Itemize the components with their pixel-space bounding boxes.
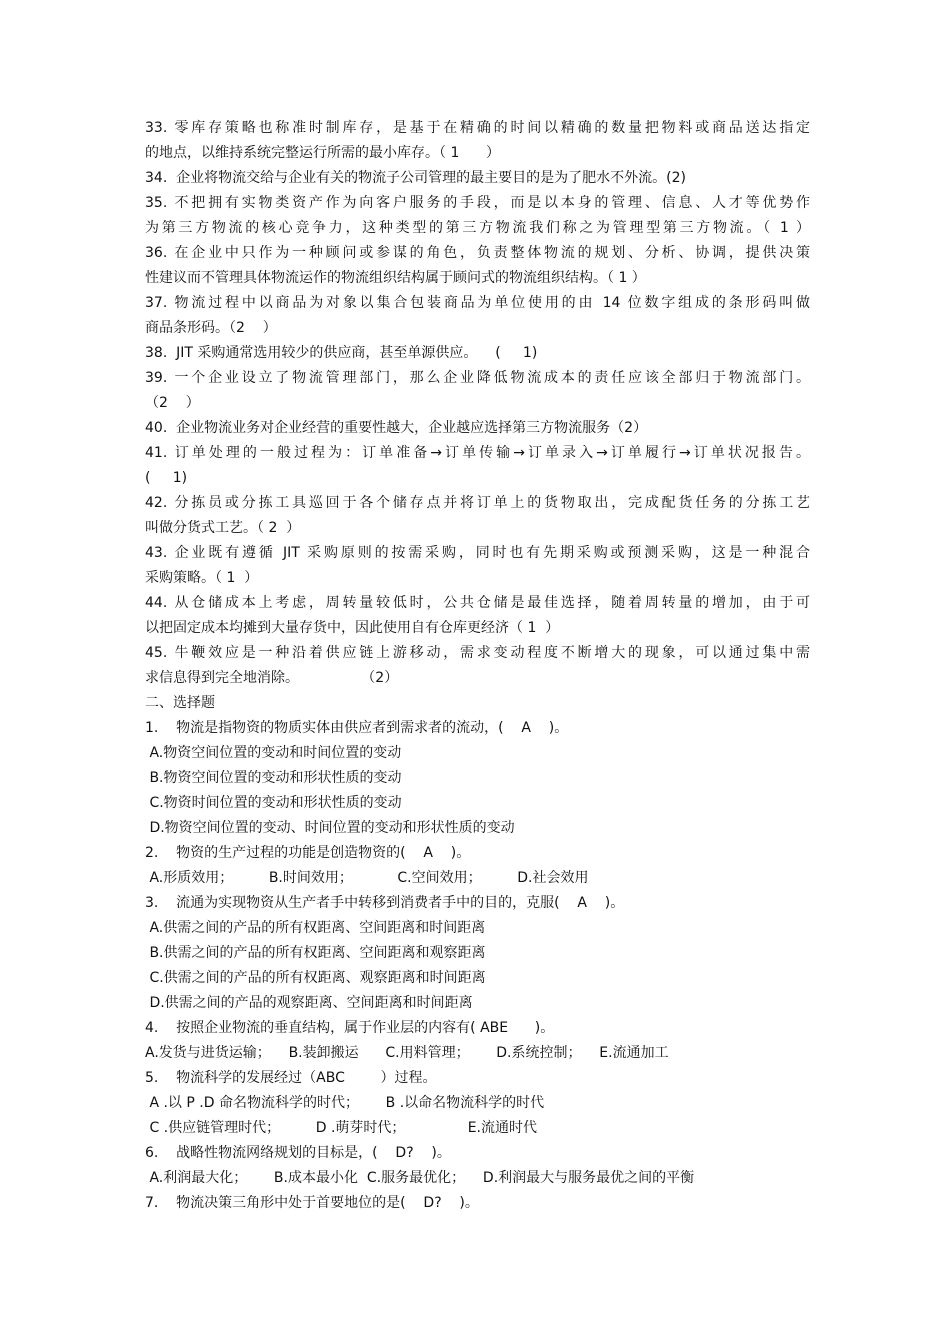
text-line: C.物资时间位置的变动和形状性质的变动	[145, 795, 402, 811]
text-line: 性建议而不管理具体物流运作的物流组织结构属于顾问式的物流组织结构。（ 1 ）	[145, 270, 646, 286]
text-line: 采购策略。（ 1 ）	[145, 570, 259, 586]
text-line: 2. 物资的生产过程的功能是创造物资的( A )。	[145, 845, 471, 861]
text-line: 41. 订单处理的一般过程为：订单准备→订单传输→订单录入→订单履行→订单状况报告。	[145, 445, 810, 461]
document-page	[145, 116, 810, 1216]
text-line: 39. 一个企业设立了物流管理部门，那么企业降低物流成本的责任应该全部归于物流部门。	[145, 370, 810, 386]
text-line: 以把固定成本均摊到大量存货中，因此使用自有仓库更经济（ 1 ）	[145, 620, 560, 636]
text-line: A.利润最大化； B.成本最小化 C.服务最优化； D.利润最大与服务最优之间的平衡	[145, 1170, 695, 1186]
text-line: 35. 不把拥有实物类资产作为向客户服务的手段，而是以本身的管理、信息、人才等优势作	[145, 195, 810, 211]
text-line: 5. 物流科学的发展经过（ABC ）过程。	[145, 1070, 437, 1086]
text-line: 42. 分拣员或分拣工具巡回于各个储存点并将订单上的货物取出，完成配货任务的分拣工艺	[145, 495, 810, 511]
text-line: 6. 战略性物流网络规划的目标是，( D? )。	[145, 1145, 451, 1161]
text-line: B.物资空间位置的变动和形状性质的变动	[145, 770, 402, 786]
text-line: 38. JIT 采购通常选用较少的供应商，甚至单源供应。 ( 1)	[145, 345, 538, 361]
text-line: 45. 牛鞭效应是一种沿着供应链上游移动，需求变动程度不断增大的现象，可以通过集中需	[145, 645, 810, 661]
text-line: 4. 按照企业物流的垂直结构，属于作业层的内容有( ABE )。	[145, 1020, 555, 1036]
text-line: 34. 企业将物流交给与企业有关的物流子公司管理的最主要目的是为了肥水不外流。(2)	[145, 170, 686, 186]
text-line: A.供需之间的产品的所有权距离、空间距离和时间距离	[145, 920, 486, 936]
text-line: D.物资空间位置的变动、时间位置的变动和形状性质的变动	[145, 820, 515, 836]
text-line: 44. 从仓储成本上考虑，周转量较低时，公共仓储是最佳选择，随着周转量的增加，由于可	[145, 595, 810, 611]
text-line: ( 1)	[145, 470, 188, 486]
text-line: 1. 物流是指物资的物质实体由供应者到需求者的流动，( A )。	[145, 720, 569, 736]
text-line: 33. 零库存策略也称准时制库存，是基于在精确的时间以精确的数量把物料或商品送达指定	[145, 120, 810, 136]
text-line: A .以 P .D 命名物流科学的时代； B .以命名物流科学的时代	[145, 1095, 545, 1111]
text-line: 7. 物流决策三角形中处于首要地位的是( D? )。	[145, 1195, 479, 1211]
text-line: 叫做分货式工艺。（ 2 ）	[145, 520, 301, 536]
text-line: 求信息得到完全地消除。 （2）	[145, 670, 399, 686]
text-line: 3. 流通为实现物资从生产者手中转移到消费者手中的目的，克服( A )。	[145, 895, 625, 911]
text-line: 为第三方物流的核心竞争力，这种类型的第三方物流我们称之为管理型第三方物流。（ 1 ）	[145, 220, 810, 236]
text-line: 43. 企业既有遵循 JIT 采购原则的按需采购，同时也有先期采购或预测采购，这是一种混合	[145, 545, 810, 561]
text-line: A.发货与进货运输； B.装卸搬运 C.用料管理； D.系统控制； E.流通加工	[145, 1045, 669, 1061]
text-line: （2 ）	[145, 395, 200, 411]
text-line: 40. 企业物流业务对企业经营的重要性越大，企业越应选择第三方物流服务（2）	[145, 420, 648, 436]
text-line: 36. 在企业中只作为一种顾问或参谋的角色，负责整体物流的规划、分析、协调，提供决策	[145, 245, 810, 261]
text-line: 的地点，以维持系统完整运行所需的最小库存。（ 1 ）	[145, 145, 501, 161]
text-line: C.供需之间的产品的所有权距离、观察距离和时间距离	[145, 970, 486, 986]
text-line: A.形质效用； B.时间效用； C.空间效用； D.社会效用	[145, 870, 589, 886]
text-line: 商品条形码。（2 ）	[145, 320, 277, 336]
text-line: 37. 物流过程中以商品为对象以集合包装商品为单位使用的由 14 位数字组成的条形码叫做	[145, 295, 810, 311]
text-line: A.物资空间位置的变动和时间位置的变动	[145, 745, 402, 761]
text-line: B.供需之间的产品的所有权距离、空间距离和观察距离	[145, 945, 486, 961]
text-line: D.供需之间的产品的观察距离、空间距离和时间距离	[145, 995, 473, 1011]
text-line: C .供应链管理时代； D .萌芽时代； E.流通时代	[145, 1120, 538, 1136]
text-line: 二、选择题	[145, 695, 215, 711]
